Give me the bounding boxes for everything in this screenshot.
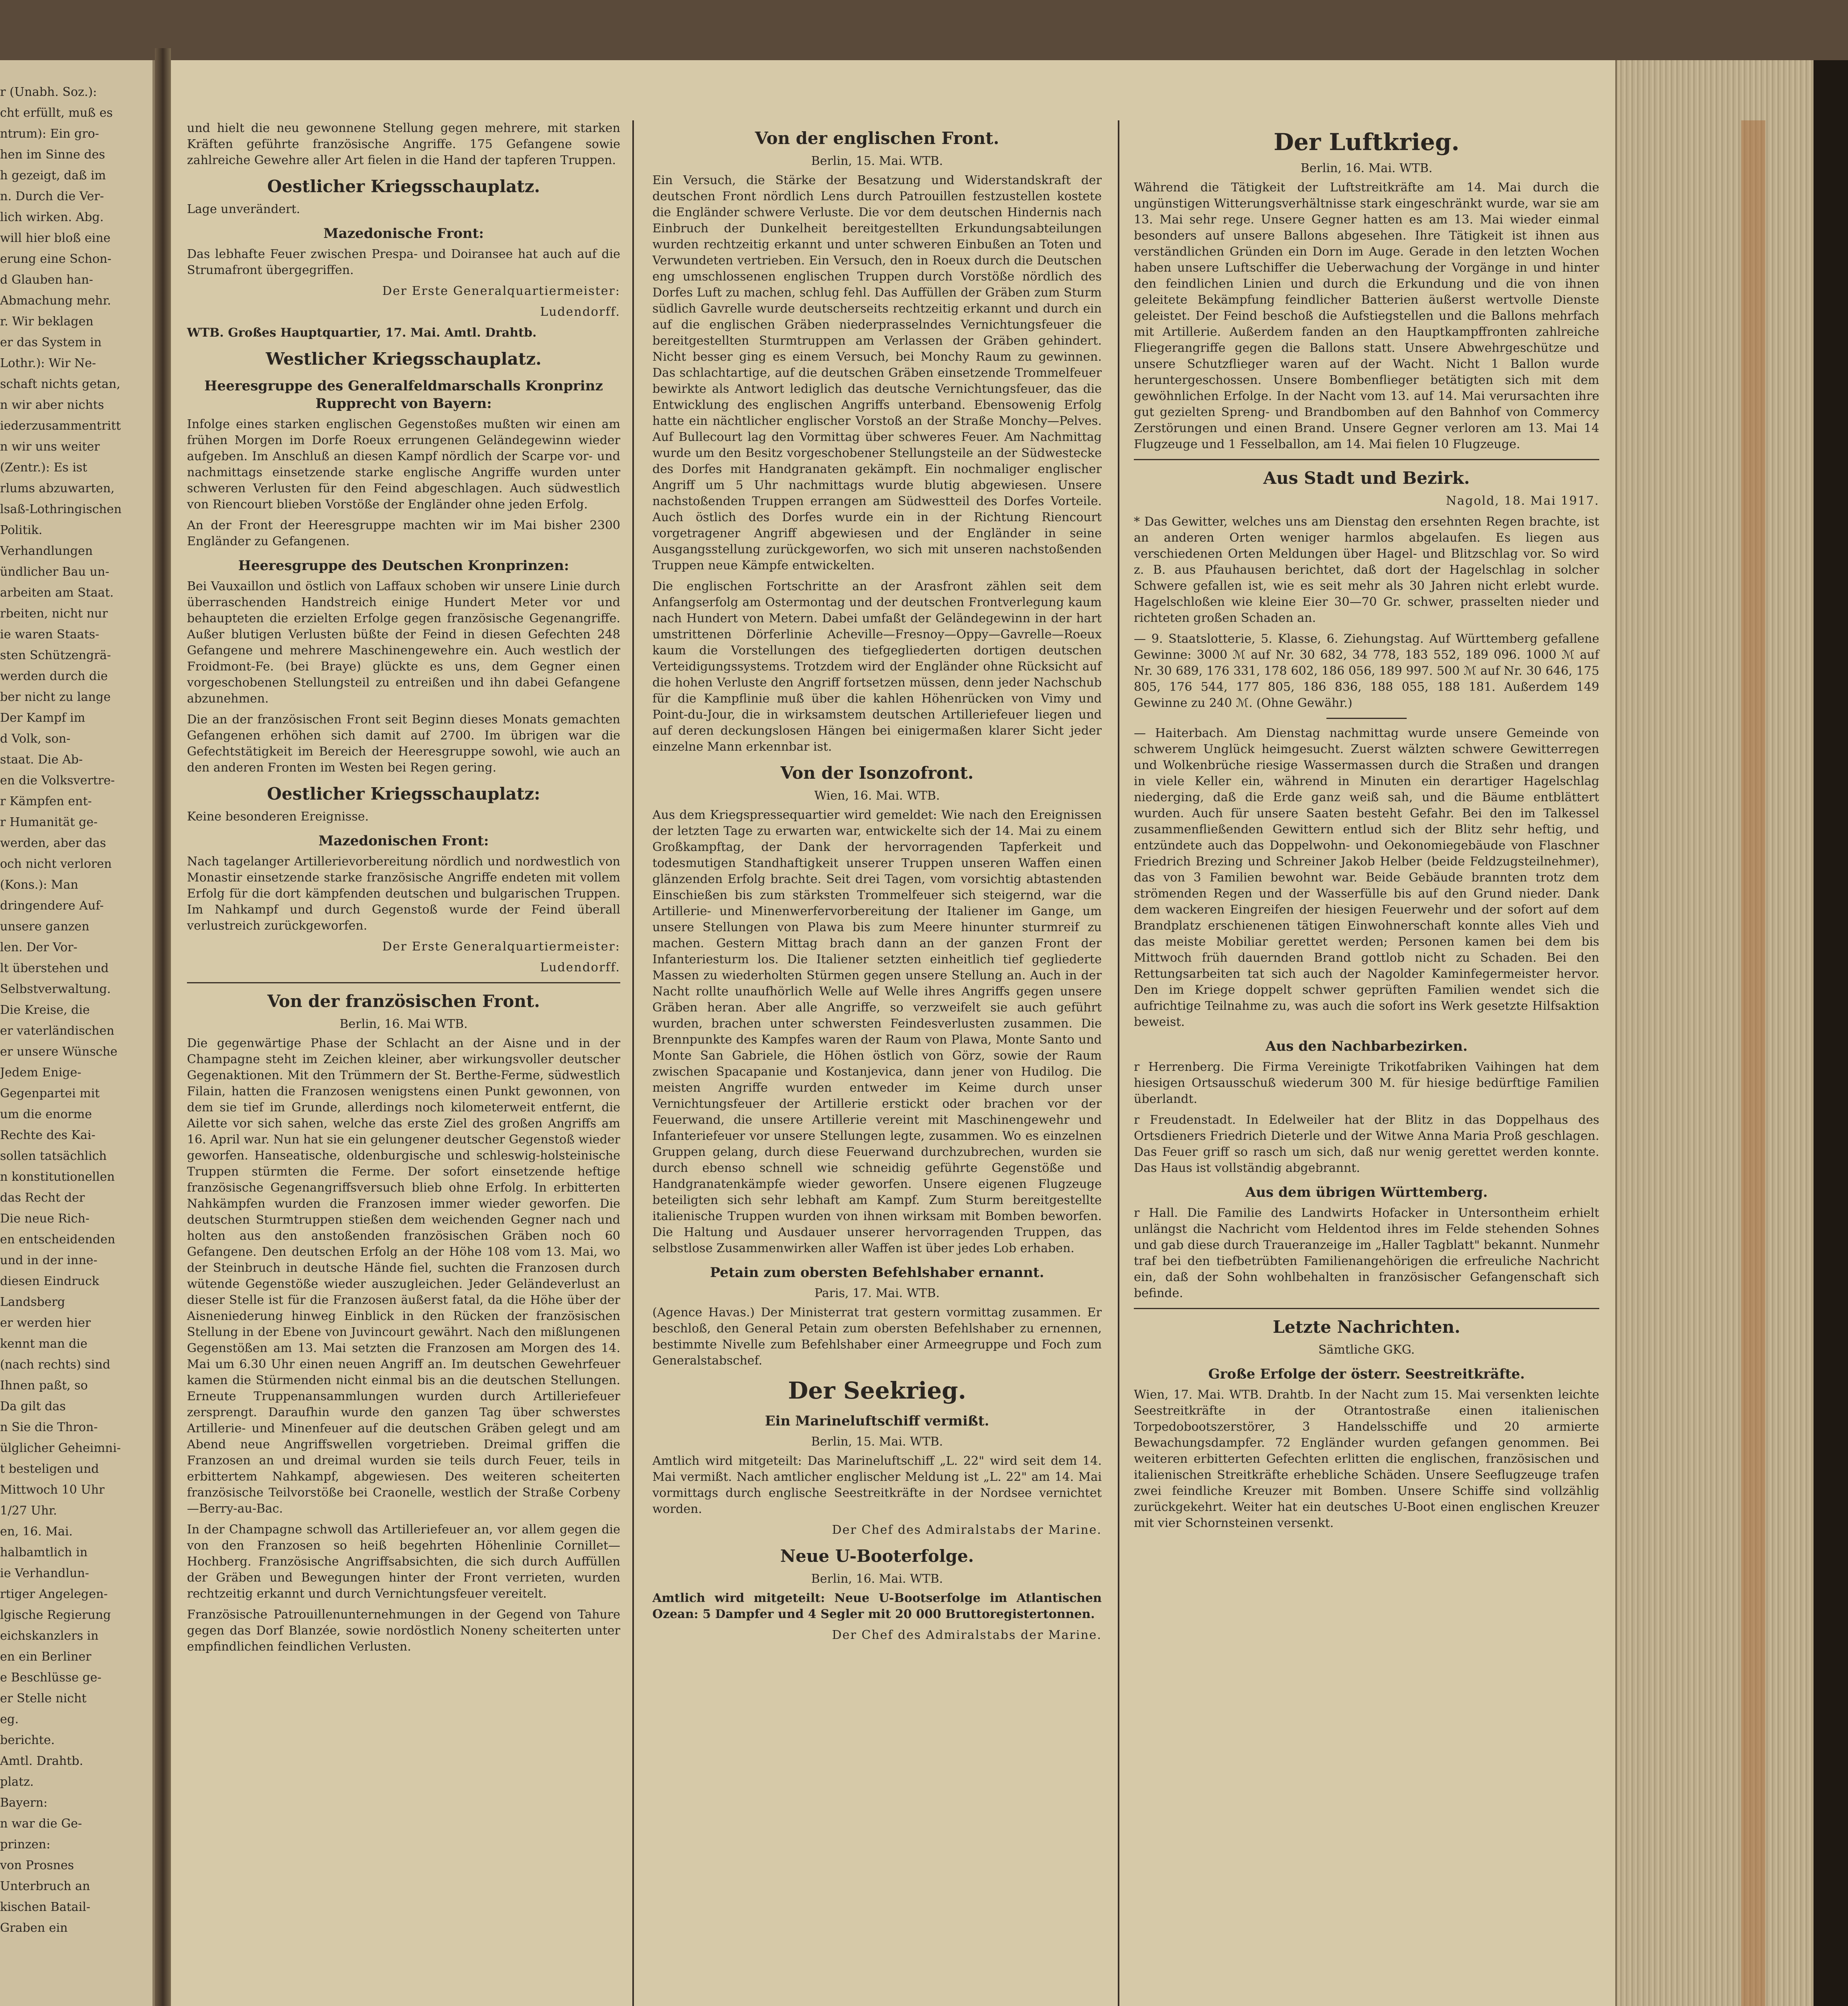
left-text-line: eichskanzlers in <box>0 1629 99 1643</box>
article-paragraph: r Herrenberg. Die Firma Vereinigte Trikotfabriken Vaihingen hat dem hiesigen Ortsausschuß wiederum 300 M. für hiesige bedürftige Familien überlandt. <box>1134 1060 1599 1106</box>
left-text-line: en ein Berliner <box>0 1650 91 1664</box>
left-text-line: en die Volksvertre- <box>0 774 115 788</box>
section-heading: Neue U-Booterfolge. <box>780 1546 974 1566</box>
left-text-line: Rechte des Kai- <box>0 1128 95 1142</box>
left-page-text <box>0 60 152 1707</box>
article-paragraph: — Haiterbach. Am Dienstag nachmittag wurde unsere Gemeinde von schwerem Unglück heimgesucht. Zuerst wälzten schwere Gewitterregen und Wolkenbrüche riesige Wassermassen durch die Straßen und drangen in viele Keller ein, während in Minuten ein derartiger Hagelschlag niederging, daß die Erde ganz weiß sah, und die Bäume entblättert wurden. Auch für unsere Saaten besteht Gefahr. Bei den im Talkessel zusammenfließenden Gewittern entlud sich der Blitz sehr heftig, und entzündete auch das Doppelwohn- und Oekonomiegebäude von Flaschner Friedrich Brezing und Schreiner Jakob Helber (beide Feldzugsteilnehmer), das von 3 Familien bewohnt war. Beide Gebäude brannten trotz dem strömenden Regen und der Wasserfülle bis auf den Grund nieder. Dank dem wackeren Eingreifen der hiesigen Feuerwehr und der sofort auf dem Brandplatz erschienenen tätigen Einwohnerschaft konnte alles Vieh und das meiste Mobiliar gerettet werden; Personen kamen bei dem bis Mittwoch früh dauernden Brand gottlob nicht zu Schaden. Bei den Rettungsarbeiten tat sich auch der Nagolder Kaminfegermeister hervor. Den im Kriege doppelt schwer geprüften Familien wendet sich die aufrichtige Teilnahme zu, was auch die sofort ins Werk gesetzte Hilfsaktion beweist. <box>1134 726 1599 1029</box>
subheading: Große Erfolge der österr. Seestreitkräfte. <box>1208 1366 1525 1382</box>
left-text-line: er Stelle nicht <box>0 1691 87 1706</box>
dateline: Berlin, 15. Mai. WTB. <box>811 1435 943 1449</box>
section-heading: Letzte Nachrichten. <box>1273 1317 1460 1337</box>
subheading: Aus den Nachbarbezirken. <box>1265 1038 1468 1054</box>
section-heading: Oestlicher Kriegsschauplatz: <box>267 784 540 804</box>
left-text-line: rtiger Angelegen- <box>0 1587 108 1601</box>
page-shadow <box>1813 60 1848 2006</box>
left-text-line: Die Kreise, die <box>0 1003 90 1017</box>
left-text-line: n konstitutionellen <box>0 1170 115 1184</box>
left-text-line: Unterbruch an <box>0 1879 90 1893</box>
article-paragraph: Aus dem Kriegspressequartier wird gemeldet: Wie nach den Ereignissen der letzten Tage zu erwarten war, entwickelte sich der 14. Mai zu einem Großkampftag, der Dank der hervorragenden Tapferkeit und todesmutigen Standhaftigkeit unserer Truppen unseren Waffen einen glänzenden Erfolg brachte. Seit drei Tagen, vom vorsichtig abtastenden Einschießen bis zum stärksten Trommelfeuer sich steigernd, war die Artillerie- und Minenwerfervorbereitung der Italiener im Gange, um unsere Stellungen von Plawa bis zum Meere hinunter sturmreif zu machen. Gestern Mittag brach dann an der ganzen Front der Infanteriesturm los. Die Italiener setzten einheitlich tief gegliederte Massen zu wiederholten Stürmen gegen unsere Stellung an. Auch in der Nacht rollte unaufhörlich Welle auf Welle ihres Angriffs gegen unsere Gräben heran. Aber alle Angriffe, so verzweifelt sie auch geführt wurden, brachen unter schwersten Feindesverlusten zusammen. Die Brennpunkte des Kampfes waren der Raum von Plawa, Monte Santo und Monte San Gabriele, die Höhen östlich von Görz, sowie der Raum zwischen Spacapanie und Kostanjevica, dann jener von Hudilog. Die meisten Angriffe wurden entweder im Keime durch unser Vernichtungsfeuer der Artillerie erstickt oder brachen vor der Feuerwand, die unsere Artillerie vereint mit Maschinengewehr und Infanteriefeuer vor unsere Stellungen legte, zusammen. Wo es einzelnen Gruppen gelang, durch diese Feuerwand durchzubrechen, wurden sie durch ebenso schnell wie schneidig geführte Gegenstöße und Handgranatenkämpfe wieder geworfen. Unsere eigenen Flugzeuge beteiligten sich sehr lebhaft am Kampf. Zum Sturm bereitgestellte italienische Truppen wurden von ihnen wirksam mit Bomben beworfen. Die Haltung und Ausdauer unserer hervorragenden Truppen, das selbstlose Zusammenwirken aller Waffen ist über jedes Lob erhaben. <box>652 808 1102 1255</box>
left-text-line: schaft nichts getan, <box>0 377 120 391</box>
left-text-line: sten Schützengrä- <box>0 648 111 662</box>
signature-title: Der Erste Generalquartiermeister: <box>382 940 620 954</box>
signature: Der Chef des Admiralstabs der Marine. <box>832 1523 1102 1537</box>
left-text-line: will hier bloß eine <box>0 231 111 245</box>
article-paragraph: Die englischen Fortschritte an der Arasfront zählen seit dem Anfangserfolg am Ostermontag und der deutschen Frontverlegung kaum nach Hundert von Metern. Dabei umfaßt der Geländegewinn in der hart umstrittenen Dörferlinie Acheville—Fresnoy—Oppy—Gavrelle—Roeux kaum die Vorstellungen des tiefgegliederten dortigen deutschen Verteidigungssystems. Trotzdem wird der Engländer ohne Rücksicht auf die hohen Verluste den Angriff fortsetzen müssen, denn jeder Nachschub für die Kampflinie muß über die kahlen Höhenrücken von Vimy und Point-du-Jour, die in wirksamstem deutschen Artilleriefeuer liegen und auf deren deckungslosen Hängen bei einigermaßen klarer Sicht jeder einzelne Mann erkennbar ist. <box>652 579 1102 754</box>
left-text-line: n Sie die Thron- <box>0 1420 98 1434</box>
left-text-line: kennt man die <box>0 1337 87 1351</box>
left-text-line: erung eine Schon- <box>0 252 112 266</box>
section-heading: Von der englischen Front. <box>755 128 999 148</box>
left-text-line: n wir aber nichts <box>0 398 104 412</box>
article-paragraph: r Hall. Die Familie des Landwirts Hofacker in Untersontheim erhielt unlängst die Nachricht vom Heldentod ihres im Felde stehenden Sohnes und gab diese durch Traueranzeige im „Haller Tagblatt" bekannt. Nunmehr traf bei den tiefbetrübten Familienangehörigen die erfreuliche Nachricht ein, daß der Sohn wohlbehalten in französischer Gefangenschaft sich befinde. <box>1134 1206 1599 1300</box>
left-text-line: platz. <box>0 1775 34 1789</box>
left-text-line: Die neue Rich- <box>0 1212 90 1226</box>
divider <box>1134 1308 1599 1309</box>
left-text-line: t besteligen und <box>0 1462 99 1476</box>
left-text-line: en, 16. Mai. <box>0 1525 73 1539</box>
dateline: Wien, 16. Mai. WTB. <box>814 789 940 803</box>
left-text-line: er unsere Wünsche <box>0 1045 118 1059</box>
section-heading: Von der Isonzofront. <box>780 763 974 783</box>
dateline: Paris, 17. Mai. WTB. <box>814 1286 940 1300</box>
left-text-line: Graben ein <box>0 1921 68 1935</box>
left-text-line: och nicht verloren <box>0 857 112 871</box>
subheading: Mazedonischen Front: <box>318 833 489 849</box>
subtitle: Sämtliche GKG. <box>1318 1343 1415 1357</box>
left-text-line: n war die Ge- <box>0 1817 82 1831</box>
left-text-line: n wir uns weiter <box>0 440 100 454</box>
signature-name: Ludendorff. <box>540 960 620 975</box>
article-paragraph: Ein Versuch, die Stärke der Besatzung und Widerstandskraft der deutschen Front nördlich Lens durch Patrouillen festzustellen kostete die Engländer schwere Verluste. Die vor dem deutschen Hindernis nach Einbruch der Dunkelheit bereitgestellten Erkundungsabteilungen wurden rechtzeitig erkannt und unter schweren Einbußen an Toten und Verwundeten vertrieben. Ein Versuch, den in Roeux durch die Deutschen eng umschlossenen englischen Truppen durch Vorstöße nördlich des Dorfes Luft zu machen, schlug fehl. Das Auffüllen der Gräben zum Sturm südlich Gavrelle wurde deutscherseits rechtzeitig erkannt und durch ein auf die englischen Gräben niederprasselndes Vernichtungsfeuer die bereitgestellten Sturmtruppen am Verlassen der Gräben gehindert. Nicht besser ging es einem Versuch, bei Monchy Raum zu gewinnen. Das schlachtartige, auf die deutschen Gräben einsetzende Trommelfeuer bewirkte als Antwort lediglich das deutsche Vernichtungsfeuer, das die Entwicklung des englischen Angriffs unterband. Ebensowenig Erfolg hatte ein nächtlicher englischer Vorstoß an der Straße Monchy—Pelves. Auf Bullecourt lag den Vormittag über schweres Feuer. Am Nachmittag wurde um den Besitz vorgeschobener Stellungsteile an der Südwestecke des Dorfes mit Handgranaten gekämpft. Ein nochmaliger englischer Angriff um 5 Uhr nachmittags wurde blutig abgewiesen. Unsere nachstoßenden Truppen errangen am Südwestteil des Dorfes Vorteile. Auch östlich des Dorfes wurde ein in der Richtung Riencourt vorgetragener Angriff abgewiesen und der Engländer in seine Ausgangsstellung zurückgeworfen, wo sich mit unseren nachstoßenden Truppen neue Kämpfe entwickelten. <box>652 173 1102 573</box>
left-text-line: r (Unabh. Soz.): <box>0 85 97 99</box>
left-page-fragment <box>0 60 155 2006</box>
signature: Der Chef des Admiralstabs der Marine. <box>832 1628 1102 1642</box>
left-text-line: cht erfüllt, muß es <box>0 106 113 120</box>
left-text-line: werden, aber das <box>0 836 106 850</box>
left-text-line: lt überstehen und <box>0 961 109 975</box>
left-text-line: er das System in <box>0 335 102 349</box>
left-text-line: en entscheidenden <box>0 1232 116 1247</box>
left-text-line: lich wirken. Abg. <box>0 210 104 224</box>
divider <box>1134 459 1599 460</box>
left-text-line: er werden hier <box>0 1316 91 1330</box>
article-paragraph: In der Champagne schwoll das Artilleriefeuer an, vor allem gegen die von den Franzosen so heiß begehrten Höhenlinie Cornillet—Hochberg. Französische Angriffsabsichten, die sich durch Auffüllen der Gräben und Bewegungen hinter der Front verrieten, wurden rechtzeitig erkannt und durch Vernichtungsfeuer vereitelt. <box>187 1523 620 1601</box>
section-heading: Aus Stadt und Bezirk. <box>1263 468 1470 488</box>
left-text-line: Abmachung mehr. <box>0 294 111 308</box>
left-text-line: iederzusammentritt <box>0 419 121 433</box>
article-paragraph: Französische Patrouillenunternehmungen in der Gegend von Tahure gegen das Dorf Blanzée, sowie nordöstlich Noneny scheiterten unter empfindlichen feindlichen Verlusten. <box>187 1608 620 1654</box>
left-text-line: prinzen: <box>0 1837 51 1852</box>
section-heading: Von der französischen Front. <box>267 991 540 1011</box>
left-text-line: werden durch die <box>0 669 108 683</box>
left-text-line: rbeiten, nicht nur <box>0 607 108 621</box>
article-paragraph: Infolge eines starken englischen Gegenstoßes mußten wir einen am frühen Morgen im Dorfe Roeux errungenen Geländegewinn wieder aufgeben. Im Anschluß an diesen Kampf nördlich der Scarpe vor- und nachmittags einsetzende starke englische Angriffe wurden unter schweren Verlusten für den Feind abgeschlagen. Auch südwestlich von Riencourt blieben Vorstöße der Engländer ohne jeden Erfolg. <box>187 417 620 512</box>
left-text-line: Der Kampf im <box>0 711 85 725</box>
signature-title: Der Erste Generalquartiermeister: <box>382 284 620 298</box>
article-paragraph: Amtlich wird mitgeteilt: Neue U-Bootserfolge im Atlantischen Ozean: 5 Dampfer und 4 Segler mit 20 000 Bruttoregistertonnen. <box>652 1591 1102 1621</box>
article-paragraph: Amtlich wird mitgeteilt: Das Marineluftschiff „L. 22" wird seit dem 14. Mai vermißt. Nach amtlicher englischer Meldung ist „L. 22" am 14. Mai vormittags durch englische Seestreitkräfte in der Nordsee vernichtet worden. <box>652 1454 1102 1516</box>
left-text-line: und in der inne- <box>0 1253 97 1267</box>
article-paragraph: Bei Vauxaillon und östlich von Laffaux schoben wir unsere Linie durch überraschenden Handstreich einige Hundert Meter vor und behaupteten die erzielten Erfolge gegen französische Gegenangriffe. Außer blutigen Verlusten büßte der Feind in diesen Gefechten 248 Gefangene und mehrere Maschinengewehre ein. Auch westlich der Froidmont-Fe. (bei Braye) glückte es uns, dem Gegner einen vorgeschobenen Stellungsteil zu entreißen und ihn dabei Gefangene abzunehmen. <box>187 579 620 706</box>
article-paragraph: Wien, 17. Mai. WTB. Drahtb. In der Nacht zum 15. Mai versenkten leichte Seestreitkräfte in der Otrantostraße einen italienischen Torpedobootszerstörer, 3 Handelsschiffe und 20 armierte Bewachungsdampfer. 72 Engländer wurden gefangen genommen. Bei weiteren erbitterten Gefechten erlitten die englischen, französischen und italienischen Streitkräfte erhebliche Schäden. Unsere Seeflugzeuge trafen zwei feindliche Kreuzer mit Bomben. Unsere Schiffe sind vollzählig zurückgekehrt. Weiter hat ein deutsches U-Boot einen englischen Kreuzer mit vier Schornsteinen versenkt. <box>1134 1388 1599 1530</box>
left-text-line: das Recht der <box>0 1191 85 1205</box>
article-paragraph: Die gegenwärtige Phase der Schlacht an der Aisne und in der Champagne steht im Zeichen kleiner, aber wirkungsvoller deutscher Gegenaktionen. Mit den Trümmern der St. Berthe-Ferme, südwestlich Filain, hatten die Franzosen wenigstens einen Punkt gewonnen, von dem sie tief im Grunde, allerdings noch kilometerweit entfernt, die Ailette vor sich sahen, welche das erste Ziel des großen Angriffs am 16. April war. Nun hat sie ein gelungener deutscher Gegenstoß wieder geworfen. Hanseatische, oldenburgische und schleswig-holsteinische Truppen stürmten die Ferme. Der sofort einsetzende heftige französische Gegenangriffsversuch blieb ohne Erfolg. In erbitterten Nahkämpfen wurden die Franzosen immer wieder geworfen. Die deutschen Sturmtruppen stießen dem weichenden Gegner nach und holten aus den anstoßenden französischen Gräben noch 60 Gefangene. Den deutschen Erfolg an der Höhe 108 vom 13. Mai, wo der Steinbruch in deutsche Hände fiel, suchten die Franzosen durch wütende Gegenstöße wieder auszugleichen. Jeder Geländeverlust an dieser Stelle ist für die Franzosen äußerst fatal, da die Höhe über der Aisneniederung hinweg Einblick in den Rücken der französischen Stellung in der Ebene von Juvincourt gewährt. Nach den mißlungenen Gegenstößen am 13. Mai setzten die Franzosen am Morgen des 14. Mai um 6.30 Uhr einen neuen Angriff an. Im deutschen Gewehrfeuer kamen die Stürmenden nicht einmal bis an die deutschen Stellungen. Erneute Truppenansammlungen wurden durch Artilleriefeuer zersprengt. Daraufhin wurde den ganzen Tag über schwerstes Artillerie- und Minenfeuer auf die deutschen Gräben gelegt und am Abend neue Angriffswellen vorgetrieben. Dreimal griffen die Franzosen an und dreimal wurden sie teils durch Feuer, teils in erbittertem Nahkampf, abgewiesen. Des weiteren scheiterten französische Teilvorstöße bei Craonelle, westlich der Straße Corbeny—Berry-au-Bac. <box>187 1036 620 1516</box>
left-text-line: Jedem Enige- <box>0 1066 81 1080</box>
left-text-line: ülglicher Geheimni- <box>0 1441 121 1455</box>
left-text-line: um die enorme <box>0 1107 92 1121</box>
left-text-line: Selbstverwaltung. <box>0 982 111 996</box>
left-text-line: ie waren Staats- <box>0 627 100 642</box>
left-text-line: kischen Batail- <box>0 1900 91 1914</box>
article-paragraph: r Freudenstadt. In Edelweiler hat der Blitz in das Doppelhaus des Ortsdieners Friedrich Dieterle und der Witwe Anna Maria Proß geschlagen. Das Feuer griff so rasch um sich, daß nur wenig gerettet werden konnte. Das Haus ist vollständig abgebrannt. <box>1134 1113 1599 1175</box>
dateline: Berlin, 16. Mai. WTB. <box>811 1572 943 1586</box>
column-1 <box>187 120 620 1660</box>
article-paragraph: An der Front der Heeresgruppe machten wir im Mai bisher 2300 Engländer zu Gefangenen. <box>187 518 620 548</box>
dateline: Berlin, 15. Mai. WTB. <box>811 154 943 168</box>
left-text-line: e Beschlüsse ge- <box>0 1671 102 1685</box>
left-text-line: h gezeigt, daß im <box>0 169 106 183</box>
section-heading: Oestlicher Kriegsschauplatz. <box>267 177 540 196</box>
article-paragraph: (Agence Havas.) Der Ministerrat trat gestern vormittag zusammen. Er beschloß, den General Petain zum obersten Befehlshaber zu ernennen, bestimmte Nivelle zum Befehlshaber einer Armeegruppe und Foch zum Generalstabschef. <box>652 1306 1102 1368</box>
column-rule <box>632 120 634 2006</box>
page-edge-stain <box>1741 120 1765 2006</box>
section-heading: Der Seekrieg. <box>788 1377 967 1404</box>
left-text-line: (nach rechts) sind <box>0 1358 110 1372</box>
left-text-line: dringendere Auf- <box>0 899 104 913</box>
left-text-line: Politik. <box>0 523 43 537</box>
left-text-line: unsere ganzen <box>0 920 89 934</box>
left-text-line: ntrum): Ein gro- <box>0 127 99 141</box>
article-paragraph: * Das Gewitter, welches uns am Dienstag den ersehnten Regen brachte, ist an anderen Orten weniger harmlos abgelaufen. Es liegen aus verschiedenen Orten Meldungen über Hagel- und Blitzschlag vor. So wird z. B. aus Pfauhausen berichtet, daß dort der Hagelschlag in solcher Schwere gefallen ist, wie es seit mehr als 30 Jahren nicht erlebt wurde. Hagelschloßen wie kleine Eier 30—70 Gr. schwer, prasselten nieder und richteten großen Schaden an. <box>1134 515 1599 625</box>
left-text-line: Mittwoch 10 Uhr <box>0 1483 105 1497</box>
left-page-text-2 <box>0 1732 152 1936</box>
left-text-line: staat. Die Ab- <box>0 753 83 767</box>
left-text-line: (Kons.): Man <box>0 878 78 892</box>
left-text-line: Amtl. Drahtb. <box>0 1754 83 1768</box>
left-text-line: Ihnen paßt, so <box>0 1379 88 1393</box>
article-paragraph: — 9. Staatslotterie, 5. Klasse, 6. Ziehungstag. Auf Württemberg gefallene Gewinne: 3000 ℳ auf Nr. 30 682, 34 778, 183 552, 189 096. 1000 ℳ auf Nr. 30 689, 176 331, 178 602, 186 056, 189 997. 500 ℳ auf Nr. 30 646, 175 805, 176 544, 177 805, 186 836, 188 055, 188 181. Außerdem 149 Gewinne zu 240 ℳ. (Ohne Gewähr.) <box>1134 632 1599 710</box>
article-paragraph: und hielt die neu gewonnene Stellung gegen mehrere, mit starken Kräften geführte französische Angriffe. 175 Gefangene sowie zahlreiche Gewehre aller Art fielen in die Hand der tapferen Truppen. <box>187 121 620 167</box>
signature-name: Ludendorff. <box>540 305 620 319</box>
left-text-line: halbamtlich in <box>0 1545 88 1559</box>
divider <box>1326 718 1407 719</box>
left-text-line: Lothr.): Wir Ne- <box>0 356 96 370</box>
subheading: Petain zum obersten Befehlshaber ernannt. <box>710 1265 1044 1281</box>
left-text-line: lgische Regierung <box>0 1608 111 1622</box>
left-text-line: len. Der Vor- <box>0 940 77 954</box>
left-text-line: r. Wir beklagen <box>0 315 93 329</box>
left-text-line: hen im Sinne des <box>0 148 105 162</box>
left-text-line: r Humanität ge- <box>0 815 98 829</box>
left-text-line: r Kämpfen ent- <box>0 794 92 808</box>
left-text-line: (Zentr.): Es ist <box>0 461 87 475</box>
left-text-line: Da gilt das <box>0 1399 66 1413</box>
main-page <box>171 60 1615 2006</box>
left-text-line: Landsberg <box>0 1295 65 1309</box>
left-text-line: d Volk, son- <box>0 732 71 746</box>
article-paragraph: Das lebhafte Feuer zwischen Prespa- und Doiransee hat auch auf die Strumafront übergegriffen. <box>187 247 620 277</box>
subheading: Aus dem übrigen Württemberg. <box>1245 1184 1488 1200</box>
article-paragraph: Lage unverändert. <box>187 202 301 216</box>
subheading: Heeresgruppe des Deutschen Kronprinzen: <box>238 558 569 574</box>
dateline: Nagold, 18. Mai 1917. <box>1446 494 1599 508</box>
left-text-line: sollen tatsächlich <box>0 1149 107 1163</box>
article-paragraph: Keine besonderen Ereignisse. <box>187 810 369 824</box>
left-text-line: lsaß-Lothringischen <box>0 502 122 516</box>
left-text-line: rlums abzuwarten, <box>0 481 115 495</box>
dateline: WTB. Großes Hauptquartier, 17. Mai. Amtl. Drahtb. <box>187 326 537 340</box>
left-text-line: Gegenpartei mit <box>0 1086 100 1100</box>
left-text-line: ber nicht zu lange <box>0 690 111 704</box>
book-gutter <box>155 48 171 2006</box>
left-text-line: er vaterländischen <box>0 1024 114 1038</box>
column-3 <box>1134 120 1599 1536</box>
left-text-line: arbeiten am Staat. <box>0 586 114 600</box>
left-text-line: ündlicher Bau un- <box>0 565 110 579</box>
left-big-heading: eg. <box>0 1712 19 1726</box>
subheading: Heeresgruppe des Generalfeldmarschalls Kronprinz Rupprecht von Bayern: <box>204 378 603 412</box>
column-2 <box>652 120 1102 1648</box>
column-rule <box>1118 120 1119 2006</box>
dateline: Berlin, 16. Mai WTB. <box>339 1017 468 1031</box>
page-edges <box>1615 60 1818 2006</box>
divider <box>187 982 620 983</box>
subheading: Mazedonische Front: <box>323 225 484 242</box>
left-text-line: d Glauben han- <box>0 273 93 287</box>
article-paragraph: Während die Tätigkeit der Luftstreitkräfte am 14. Mai durch die ungünstigen Witterungsverhältnisse stark eingeschränkt wurde, war sie am 13. Mai sehr rege. Unsere Gegner hatten es am 13. Mai wieder einmal besonders auf unsere Ballons abgesehen. Ihre Tätigkeit ist ihnen aus verständlichen Gründen ein Dorn im Auge. Gerade in den letzten Wochen haben unsere Luftschiffer die Ueberwachung der Vorgänge in und hinter den feindlichen Linien und durch die Erkundung und die von ihnen geleitete Bekämpfung feindlicher Batterien äußerst wertvolle Dienste geleistet. Der Feind beschoß die Aufstiegstellen und die Ballons mehrfach mit Artillerie. Außerdem fanden an den Hauptkampffronten zahlreiche Fliegerangriffe gegen die Ballons statt. Unsere Abwehrgeschütze und unsere Schutzflieger waren auf der Wacht. Nicht 1 Ballon wurde heruntergeschossen. Unsere Bombenflieger betätigten sich mit dem gewöhnlichen Erfolge. In der Nacht vom 13. auf 14. Mai verursachten ihre gut gezielten Spreng- und Brandbomben auf den Bahnhof von Commercy Zerstörungen und einen Brand. Unsere Gegner verloren am 13. Mai 14 Flugzeuge und 1 Fesselballon, am 14. Mai fielen 10 Flugzeuge. <box>1134 181 1599 451</box>
left-text-line: berichte. <box>0 1733 55 1747</box>
section-heading: Der Luftkrieg. <box>1273 128 1460 156</box>
left-text-line: diesen Eindruck <box>0 1274 100 1288</box>
subheading: Ein Marineluftschiff vermißt. <box>765 1413 989 1429</box>
section-heading: Westlicher Kriegsschauplatz. <box>266 349 542 369</box>
article-paragraph: Nach tagelanger Artillerievorbereitung nördlich und nordwestlich von Monastir einsetzende starke französische Angriffe endeten mit vollem Erfolg für die dort kämpfenden deutschen und bulgarischen Truppen. Im Nahkampf und durch Gegenstoß wurde der Feind überall verlustreich zurückgeworfen. <box>187 855 620 933</box>
left-text-line: n. Durch die Ver- <box>0 189 104 203</box>
dateline: Berlin, 16. Mai. WTB. <box>1300 161 1433 175</box>
left-text-line: Bayern: <box>0 1796 48 1810</box>
left-text-line: 1/27 Uhr. <box>0 1504 57 1518</box>
article-paragraph: Die an der französischen Front seit Beginn dieses Monats gemachten Gefangenen erhöhen sich damit auf 2700. Im übrigen war die Gefechtstätigkeit im Bereich der Heeresgruppe sowohl, wie auch an den anderen Fronten im Westen bei Regen gering. <box>187 713 620 775</box>
left-text-line: ie Verhandlun- <box>0 1566 89 1580</box>
left-text-line: Verhandlungen <box>0 544 93 558</box>
left-text-line: von Prosnes <box>0 1858 74 1872</box>
